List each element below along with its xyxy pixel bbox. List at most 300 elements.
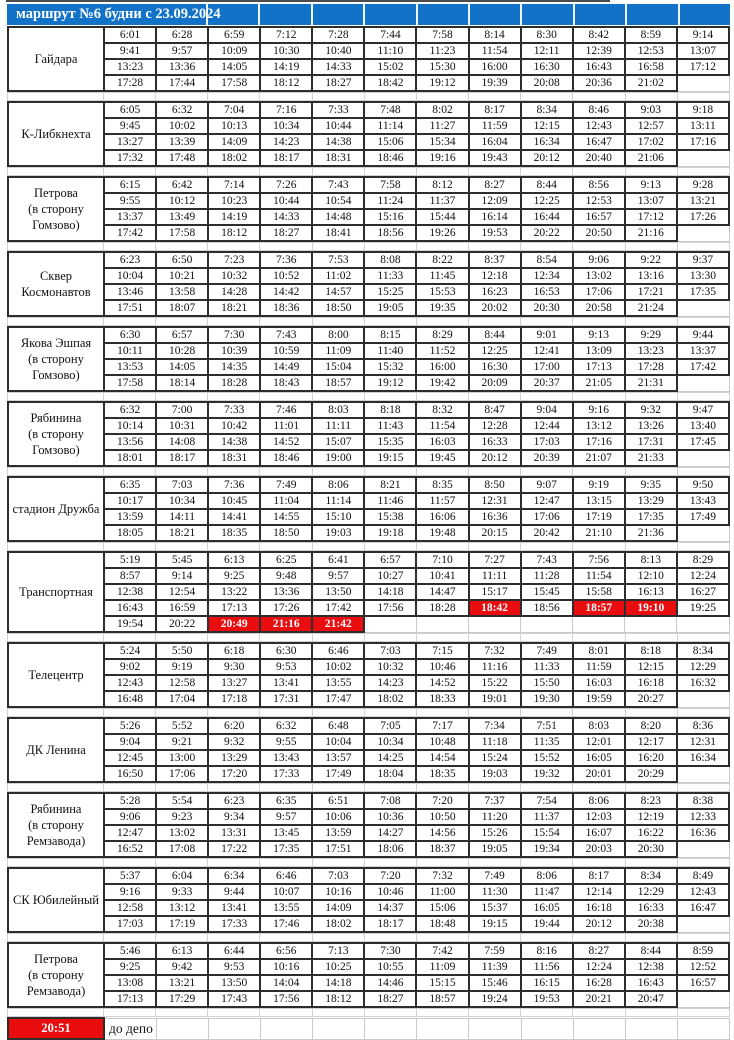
time-cell: 17:49: [677, 509, 729, 525]
separator-cell: [260, 634, 312, 642]
time-cell: 20:22: [521, 225, 573, 241]
time-cell: 12:15: [625, 659, 677, 675]
time-cell: 13:46: [104, 284, 156, 300]
time-cell: 16:33: [469, 434, 521, 450]
separator-cell: [156, 784, 208, 792]
time-cell: 19:44: [521, 916, 573, 932]
separator-cell: [573, 709, 625, 717]
timetable-header-bar: [7, 4, 730, 25]
time-cell: 12:03: [573, 809, 625, 825]
empty-cell: [521, 616, 573, 632]
time-cell: 18:57: [312, 375, 364, 391]
time-cell: 5:50: [156, 643, 208, 659]
time-cell: 19:35: [416, 300, 468, 316]
time-cell: 12:28: [469, 418, 521, 434]
time-cell: 13:36: [260, 584, 312, 600]
empty-cell: [677, 525, 729, 541]
time-cell: 10:46: [364, 884, 416, 900]
separator-cell: [364, 468, 416, 476]
time-cell: 17:06: [573, 284, 625, 300]
separator-cell: [208, 934, 260, 942]
time-cell: 18:17: [364, 916, 416, 932]
time-cell: 8:29: [416, 327, 468, 343]
separator-cell: [625, 1009, 677, 1017]
empty-cell: [677, 916, 729, 932]
time-cell: 7:46: [260, 402, 312, 418]
time-cell: 11:04: [260, 493, 312, 509]
time-cell: 17:44: [156, 75, 208, 91]
time-cell: 16:32: [677, 675, 729, 691]
separator-cell: [573, 1009, 625, 1017]
schedule-sections: [7, 26, 730, 1017]
time-cell: 13:07: [677, 43, 729, 59]
time-cell: 14:19: [208, 209, 260, 225]
stop-name-cell: стадион Дружба: [8, 477, 104, 541]
separator-cell: [469, 634, 521, 642]
time-cell: 13:22: [208, 584, 260, 600]
time-cell: 19:54: [104, 616, 156, 632]
time-cell: 18:35: [208, 525, 260, 541]
time-cell: 7:54: [521, 793, 573, 809]
separator-cell: [364, 243, 416, 251]
time-cell: 7:58: [364, 177, 416, 193]
separator-cell: [312, 1009, 364, 1017]
time-cell: 9:53: [208, 959, 260, 975]
stop-name-cell: Рябинина (в сторону Гомзово): [8, 402, 104, 466]
time-cell: 6:34: [208, 868, 260, 884]
time-cell: 14:08: [156, 434, 208, 450]
separator-cell: [104, 468, 156, 476]
time-cell: 7:56: [573, 552, 625, 568]
time-cell: 17:26: [260, 600, 312, 616]
separator-cell: [8, 318, 104, 326]
empty-cell: [677, 691, 729, 707]
time-cell: 19:53: [521, 991, 573, 1007]
time-cell: 10:36: [364, 809, 416, 825]
time-cell: 15:06: [364, 134, 416, 150]
empty-cell: [417, 1018, 469, 1039]
time-cell: 15:38: [364, 509, 416, 525]
time-cell: 19:53: [469, 225, 521, 241]
separator-cell: [104, 318, 156, 326]
time-cell: 17:21: [625, 284, 677, 300]
time-cell: 13:27: [104, 134, 156, 150]
separator-cell: [260, 709, 312, 717]
time-cell: 11:28: [521, 568, 573, 584]
time-cell: 9:28: [677, 177, 729, 193]
empty-cell: [156, 1018, 208, 1039]
time-cell: 14:46: [364, 975, 416, 991]
time-cell: 10:07: [260, 884, 312, 900]
separator-cell: [469, 468, 521, 476]
time-cell: 17:48: [156, 150, 208, 166]
time-cell: 6:35: [260, 793, 312, 809]
time-cell: 14:19: [260, 59, 312, 75]
time-cell: 20:12: [521, 150, 573, 166]
time-cell: 17:35: [625, 509, 677, 525]
separator-cell: [573, 168, 625, 176]
time-cell: 9:03: [625, 102, 677, 118]
time-cell: 17:12: [625, 209, 677, 225]
time-cell: 10:32: [364, 659, 416, 675]
separator-cell: [364, 1009, 416, 1017]
separator-cell: [8, 543, 104, 551]
time-cell: 13:37: [104, 209, 156, 225]
time-cell: 18:12: [260, 75, 312, 91]
time-cell: 8:38: [677, 793, 729, 809]
time-cell: 14:04: [260, 975, 312, 991]
separator-cell: [416, 934, 468, 942]
time-cell: 14:41: [208, 509, 260, 525]
separator-cell: [677, 168, 729, 176]
time-cell: 11:14: [364, 118, 416, 134]
header-cell: [311, 4, 363, 25]
time-cell: 19:12: [416, 75, 468, 91]
separator-cell: [208, 468, 260, 476]
time-cell: 14:55: [260, 509, 312, 525]
time-cell: 7:43: [312, 177, 364, 193]
time-cell: 21:24: [625, 300, 677, 316]
separator-cell: [8, 709, 104, 717]
time-cell: 17:56: [364, 600, 416, 616]
time-cell: 16:15: [521, 975, 573, 991]
separator-cell: [156, 468, 208, 476]
separator-cell: [104, 168, 156, 176]
separator-cell: [416, 243, 468, 251]
time-cell: 10:06: [312, 809, 364, 825]
time-cell: 17:32: [104, 150, 156, 166]
time-cell: 12:33: [677, 809, 729, 825]
time-cell: 19:01: [469, 691, 521, 707]
time-cell: 9:06: [573, 252, 625, 268]
time-cell: 9:34: [208, 809, 260, 825]
time-cell: 16:43: [625, 975, 677, 991]
time-cell: 9:25: [104, 959, 156, 975]
time-cell: 11:11: [469, 568, 521, 584]
time-cell: 19:03: [312, 525, 364, 541]
separator-cell: [104, 934, 156, 942]
separator-cell: [469, 934, 521, 942]
time-cell: 8:17: [469, 102, 521, 118]
empty-cell: [677, 150, 729, 166]
separator-cell: [312, 243, 364, 251]
separator-cell: [364, 168, 416, 176]
time-cell: 11:43: [364, 418, 416, 434]
time-cell: 7:30: [208, 327, 260, 343]
time-cell: 21:36: [625, 525, 677, 541]
time-cell: 10:04: [104, 268, 156, 284]
time-cell: 8:54: [521, 252, 573, 268]
time-cell: 9:18: [677, 102, 729, 118]
time-cell: 11:27: [416, 118, 468, 134]
time-cell: 8:46: [573, 102, 625, 118]
separator-cell: [312, 784, 364, 792]
time-cell: 13:41: [260, 675, 312, 691]
time-cell: 7:14: [208, 177, 260, 193]
empty-cell: [625, 1018, 677, 1039]
time-cell: 16:57: [677, 975, 729, 991]
time-cell: 10:34: [364, 734, 416, 750]
time-cell: 14:47: [416, 584, 468, 600]
time-cell: 14:33: [260, 209, 312, 225]
separator-cell: [416, 543, 468, 551]
time-cell: 8:08: [364, 252, 416, 268]
time-cell: 15:25: [364, 284, 416, 300]
separator-cell: [469, 93, 521, 101]
time-cell: 7:51: [521, 718, 573, 734]
time-cell: 18:48: [416, 916, 468, 932]
time-cell: 5:19: [104, 552, 156, 568]
time-cell: 18:27: [312, 75, 364, 91]
time-cell: 11:47: [521, 884, 573, 900]
separator-cell: [312, 859, 364, 867]
stop-name-cell: Транспортная: [8, 552, 104, 632]
time-cell: 9:45: [104, 118, 156, 134]
time-cell: 13:57: [312, 750, 364, 766]
empty-cell: [573, 616, 625, 632]
separator-cell: [521, 468, 573, 476]
time-cell: 10:16: [312, 884, 364, 900]
time-cell: 13:12: [573, 418, 625, 434]
separator-cell: [104, 634, 156, 642]
time-cell: 18:01: [104, 450, 156, 466]
separator-cell: [469, 709, 521, 717]
time-cell: 17:03: [521, 434, 573, 450]
time-cell: 5:24: [104, 643, 156, 659]
separator-cell: [260, 543, 312, 551]
time-cell: 17:47: [312, 691, 364, 707]
time-cell: 12:53: [573, 193, 625, 209]
separator-cell: [364, 93, 416, 101]
time-cell: 11:35: [521, 734, 573, 750]
time-cell: 9:22: [625, 252, 677, 268]
time-cell: 10:28: [156, 343, 208, 359]
separator-cell: [521, 859, 573, 867]
separator-cell: [312, 709, 364, 717]
time-cell: 9:32: [208, 734, 260, 750]
header-cell: [573, 4, 625, 25]
time-cell: 14:09: [312, 900, 364, 916]
time-cell: 13:30: [677, 268, 729, 284]
time-cell: 18:02: [208, 150, 260, 166]
separator-cell: [625, 243, 677, 251]
time-cell: 14:35: [208, 359, 260, 375]
time-cell: 11:24: [364, 193, 416, 209]
time-cell: 11:59: [573, 659, 625, 675]
time-cell: 9:25: [208, 568, 260, 584]
time-cell: 20:30: [625, 841, 677, 857]
time-cell: 15:16: [364, 209, 416, 225]
time-cell: 16:03: [416, 434, 468, 450]
time-cell: 10:50: [416, 809, 468, 825]
time-cell: 7:03: [156, 477, 208, 493]
time-cell: 16:07: [573, 825, 625, 841]
time-cell: 10:02: [156, 118, 208, 134]
separator-cell: [208, 543, 260, 551]
time-cell-highlighted: 20:49: [208, 616, 260, 632]
time-cell: 10:42: [208, 418, 260, 434]
separator-cell: [312, 168, 364, 176]
time-cell: 17:35: [677, 284, 729, 300]
time-cell: 17:58: [156, 225, 208, 241]
time-cell: 12:24: [573, 959, 625, 975]
separator-cell: [156, 859, 208, 867]
time-cell: 5:54: [156, 793, 208, 809]
time-cell: 6:18: [208, 643, 260, 659]
empty-cell: [677, 841, 729, 857]
time-cell: 9:50: [677, 477, 729, 493]
time-cell: 9:37: [677, 252, 729, 268]
separator-cell: [521, 168, 573, 176]
empty-cell: [260, 1018, 312, 1039]
time-cell: 9:47: [677, 402, 729, 418]
time-cell: 14:48: [312, 209, 364, 225]
time-cell: 9:44: [677, 327, 729, 343]
time-cell: 7:43: [521, 552, 573, 568]
separator-cell: [260, 784, 312, 792]
time-cell: 17:35: [260, 841, 312, 857]
time-cell: 7:20: [416, 793, 468, 809]
time-cell: 8:18: [625, 643, 677, 659]
time-cell: 13:00: [156, 750, 208, 766]
time-cell: 6:25: [260, 552, 312, 568]
time-cell: 12:58: [104, 900, 156, 916]
time-cell: 7:15: [416, 643, 468, 659]
empty-cell: [416, 616, 468, 632]
time-cell: 13:55: [260, 900, 312, 916]
time-cell: 11:54: [469, 43, 521, 59]
time-cell: 16:36: [677, 825, 729, 841]
stop-section: [7, 551, 730, 633]
time-cell: 10:12: [156, 193, 208, 209]
time-cell: 11:11: [312, 418, 364, 434]
time-cell: 18:17: [260, 150, 312, 166]
time-cell: 7:27: [469, 552, 521, 568]
time-cell: 20:30: [521, 300, 573, 316]
time-cell: 8:15: [364, 327, 416, 343]
time-cell: 8:57: [104, 568, 156, 584]
time-cell: 20:12: [469, 450, 521, 466]
separator-cell: [156, 634, 208, 642]
stop-section: [7, 942, 730, 1008]
separator-row: [7, 242, 730, 251]
time-cell: 11:54: [416, 418, 468, 434]
separator-cell: [677, 634, 729, 642]
stop-section: [7, 476, 730, 542]
time-cell: 13:43: [677, 493, 729, 509]
separator-cell: [208, 318, 260, 326]
time-cell: 19:03: [469, 766, 521, 782]
separator-cell: [156, 168, 208, 176]
time-cell: 15:45: [521, 584, 573, 600]
time-cell: 18:05: [104, 525, 156, 541]
stop-name-cell: Петрова (в сторону Ремзавода): [8, 943, 104, 1007]
time-cell: 16:34: [521, 134, 573, 150]
time-cell: 11:37: [521, 809, 573, 825]
time-cell: 18:12: [208, 225, 260, 241]
time-cell: 8:27: [573, 943, 625, 959]
time-cell: 19:25: [677, 600, 729, 616]
time-cell: 10:23: [208, 193, 260, 209]
separator-cell: [625, 468, 677, 476]
separator-cell: [573, 243, 625, 251]
time-cell: 7:28: [312, 27, 364, 43]
time-cell: 6:41: [312, 552, 364, 568]
time-cell: 12:53: [625, 43, 677, 59]
time-cell: 13:45: [260, 825, 312, 841]
time-cell: 14:09: [208, 134, 260, 150]
time-cell: 13:53: [104, 359, 156, 375]
time-cell: 18:56: [364, 225, 416, 241]
time-cell: 16:28: [573, 975, 625, 991]
empty-cell: [625, 616, 677, 632]
time-cell: 9:23: [156, 809, 208, 825]
time-cell: 18:28: [416, 600, 468, 616]
time-cell: 14:05: [208, 59, 260, 75]
time-cell: 13:26: [625, 418, 677, 434]
time-cell: 14:38: [312, 134, 364, 150]
time-cell: 18:07: [156, 300, 208, 316]
separator-cell: [625, 393, 677, 401]
time-cell: 19:26: [416, 225, 468, 241]
separator-cell: [521, 393, 573, 401]
time-cell: 8:32: [416, 402, 468, 418]
stop-section: [7, 101, 730, 167]
time-cell: 21:10: [573, 525, 625, 541]
time-cell: 17:33: [208, 916, 260, 932]
stop-name-cell: Рябинина (в сторону Ремзавода): [8, 793, 104, 857]
separator-cell: [416, 393, 468, 401]
time-cell: 6:50: [156, 252, 208, 268]
empty-cell: [469, 616, 521, 632]
time-cell: 19:00: [312, 450, 364, 466]
time-cell: 12:14: [573, 884, 625, 900]
separator-cell: [312, 468, 364, 476]
time-cell: 7:49: [260, 477, 312, 493]
separator-cell: [104, 93, 156, 101]
time-cell: 17:51: [104, 300, 156, 316]
time-cell: 9:42: [156, 959, 208, 975]
separator-cell: [416, 93, 468, 101]
time-cell: 16:13: [625, 584, 677, 600]
time-cell: 17:19: [573, 509, 625, 525]
time-cell: 8:17: [573, 868, 625, 884]
separator-cell: [677, 543, 729, 551]
time-cell: 10:13: [208, 118, 260, 134]
separator-cell: [573, 468, 625, 476]
time-cell: 10:39: [208, 343, 260, 359]
time-cell: 12:58: [156, 675, 208, 691]
time-cell: 14:23: [364, 675, 416, 691]
time-cell: 7:12: [260, 27, 312, 43]
time-cell: 7:33: [208, 402, 260, 418]
time-cell: 8:37: [469, 252, 521, 268]
separator-cell: [208, 393, 260, 401]
time-cell: 15:52: [521, 750, 573, 766]
time-cell: 17:19: [156, 916, 208, 932]
time-cell: 10:27: [364, 568, 416, 584]
time-cell: 8:29: [677, 552, 729, 568]
separator-cell: [104, 243, 156, 251]
time-cell: 12:24: [677, 568, 729, 584]
time-cell: 9:57: [156, 43, 208, 59]
time-cell: 17:12: [677, 59, 729, 75]
separator-cell: [625, 934, 677, 942]
time-cell: 15:02: [364, 59, 416, 75]
time-cell: 16:48: [104, 691, 156, 707]
time-cell: 10:09: [208, 43, 260, 59]
time-cell: 19:48: [416, 525, 468, 541]
